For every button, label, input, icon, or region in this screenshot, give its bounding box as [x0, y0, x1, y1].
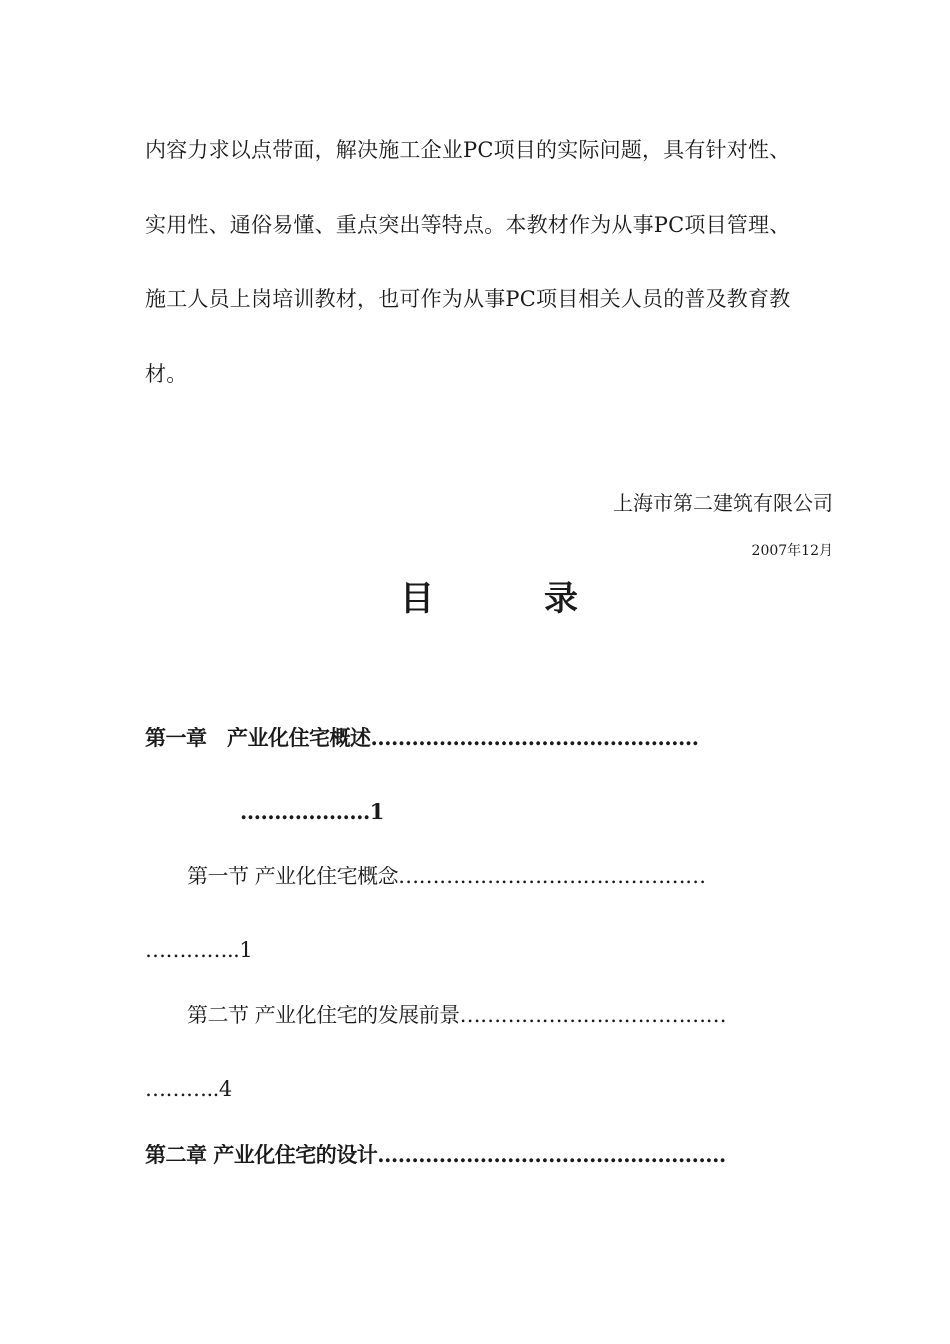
toc-section-1-2-page-text: ………..4 — [145, 1079, 232, 1100]
toc-section-1-1-text: 第一节 产业化住宅概念……………………………………… — [187, 866, 706, 887]
toc-chapter-2[interactable] — [145, 1144, 833, 1165]
toc-section-1-1-page[interactable] — [145, 940, 833, 961]
toc-chapter-2-text: 第二章 产业化住宅的设计…………………………………………… — [145, 1144, 726, 1165]
toc-section-1-2-page[interactable] — [145, 1079, 833, 1100]
toc-section-1-2-text: 第二节 产业化住宅的发展前景………………………………… — [187, 1005, 727, 1026]
signature-date: 2007年12月 — [751, 543, 833, 559]
intro-line-4: 材。 — [145, 362, 188, 386]
toc-chapter-1-text: 第一章 产业化住宅概述………………………………………… — [145, 727, 699, 748]
toc-title-right: 录 — [544, 579, 578, 619]
toc-title-left: 目 — [400, 579, 434, 619]
toc-chapter-1-page-text: ……………….1 — [240, 801, 384, 822]
toc-section-1-1-page-text: …………..1 — [145, 940, 253, 961]
signature-company: 上海市第二建筑有限公司 — [613, 491, 833, 515]
toc-chapter-1[interactable] — [145, 727, 833, 748]
toc-section-1-2[interactable] — [187, 1005, 833, 1026]
intro-line-1: 内容力求以点带面，解决施工企业PC项目的实际问题，具有针对性、 — [145, 138, 791, 162]
document-page — [145, 0, 833, 1344]
intro-line-3: 施工人员上岗培训教材，也可作为从事PC项目相关人员的普及教育教 — [145, 287, 791, 311]
toc-chapter-1-page[interactable] — [240, 801, 833, 822]
intro-line-2: 实用性、通俗易懂、重点突出等特点。本教材作为从事PC项目管理、 — [145, 213, 791, 237]
toc-title — [145, 579, 833, 619]
toc-section-1-1[interactable] — [187, 866, 833, 887]
